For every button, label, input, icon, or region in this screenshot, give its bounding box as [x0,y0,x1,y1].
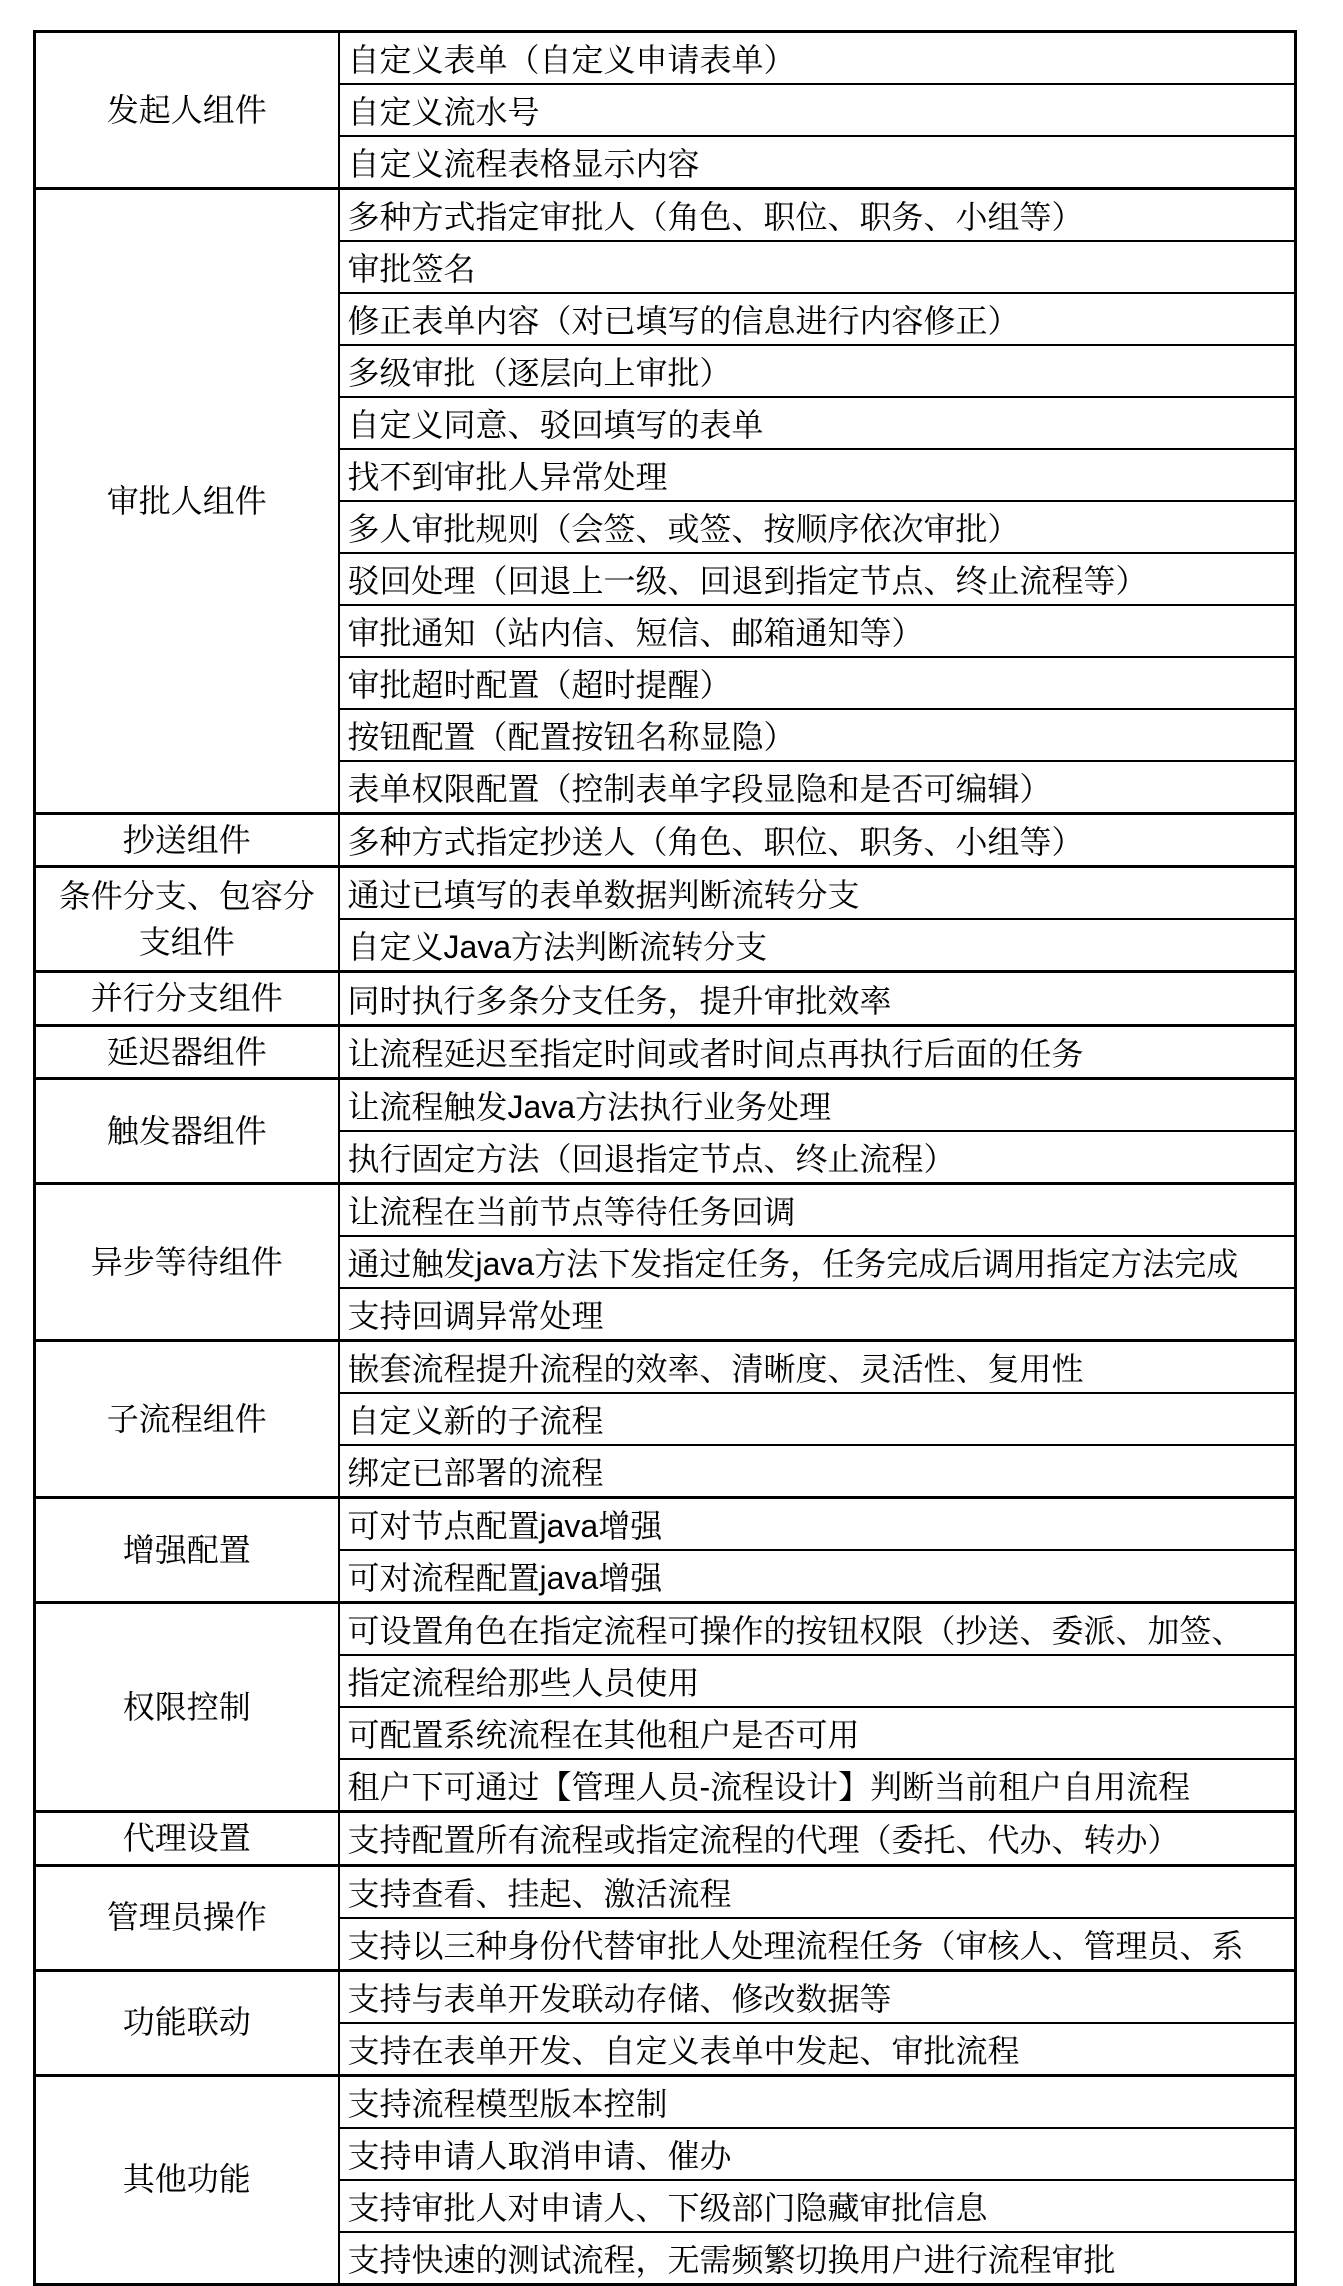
category-cell: 条件分支、包容分支组件 [35,867,339,972]
table-row [35,1865,1296,1918]
workflow-feature-table [33,30,1297,2286]
table-row [35,972,1296,1025]
category-cell: 权限控制 [35,1603,339,1812]
feature-cell: 通过已填写的表单数据判断流转分支 [339,867,1296,920]
table-row [35,32,1296,85]
feature-cell: 让流程延迟至指定时间或者时间点再执行后面的任务 [339,1025,1296,1078]
category-cell: 其他功能 [35,2075,339,2284]
feature-cell: 修正表单内容（对已填写的信息进行内容修正） [339,293,1296,345]
table-row [35,1184,1296,1237]
feature-cell: 多种方式指定审批人（角色、职位、职务、小组等） [339,189,1296,242]
category-cell: 延迟器组件 [35,1025,339,1078]
feature-cell: 同时执行多条分支任务，提升审批效率 [339,972,1296,1025]
table-row [35,1603,1296,1656]
feature-cell: 自定义同意、驳回填写的表单 [339,397,1296,449]
feature-cell: 指定流程给那些人员使用 [339,1655,1296,1707]
feature-cell: 执行固定方法（回退指定节点、终止流程） [339,1131,1296,1184]
table-row [35,189,1296,242]
feature-cell: 自定义流程表格显示内容 [339,136,1296,189]
feature-cell: 可对节点配置java增强 [339,1498,1296,1551]
feature-cell: 支持在表单开发、自定义表单中发起、审批流程 [339,2023,1296,2076]
feature-cell: 支持快速的测试流程，无需频繁切换用户进行流程审批 [339,2232,1296,2285]
feature-cell: 让流程在当前节点等待任务回调 [339,1184,1296,1237]
feature-cell: 可配置系统流程在其他租户是否可用 [339,1707,1296,1759]
table-row [35,1812,1296,1865]
table-row [35,1498,1296,1551]
category-cell: 抄送组件 [35,814,339,867]
feature-cell: 驳回处理（回退上一级、回退到指定节点、终止流程等） [339,553,1296,605]
feature-cell: 审批超时配置（超时提醒） [339,657,1296,709]
feature-cell: 让流程触发Java方法执行业务处理 [339,1079,1296,1132]
category-cell: 管理员操作 [35,1865,339,1970]
feature-cell: 支持流程模型版本控制 [339,2075,1296,2128]
table-row [35,1341,1296,1394]
category-cell: 代理设置 [35,1812,339,1865]
feature-cell: 自定义表单（自定义申请表单） [339,32,1296,85]
feature-cell: 支持与表单开发联动存储、修改数据等 [339,1970,1296,2023]
feature-cell: 支持回调异常处理 [339,1288,1296,1341]
category-cell: 异步等待组件 [35,1184,339,1341]
feature-cell: 审批签名 [339,241,1296,293]
feature-cell: 多人审批规则（会签、或签、按顺序依次审批） [339,501,1296,553]
table-row [35,1025,1296,1078]
table-row [35,2075,1296,2128]
feature-cell: 可设置角色在指定流程可操作的按钮权限（抄送、委派、加签、 [339,1603,1296,1656]
category-cell: 功能联动 [35,1970,339,2075]
category-cell: 发起人组件 [35,32,339,189]
feature-cell: 找不到审批人异常处理 [339,449,1296,501]
category-cell: 子流程组件 [35,1341,339,1498]
feature-cell: 按钮配置（配置按钮名称显隐） [339,709,1296,761]
feature-cell: 绑定已部署的流程 [339,1445,1296,1498]
feature-cell: 支持审批人对申请人、下级部门隐藏审批信息 [339,2180,1296,2232]
feature-cell: 可对流程配置java增强 [339,1550,1296,1603]
category-cell: 增强配置 [35,1498,339,1603]
table-row [35,1079,1296,1132]
category-cell: 审批人组件 [35,189,339,814]
feature-cell: 表单权限配置（控制表单字段显隐和是否可编辑） [339,761,1296,814]
category-cell: 触发器组件 [35,1079,339,1184]
feature-cell: 支持查看、挂起、激活流程 [339,1865,1296,1918]
feature-cell: 通过触发java方法下发指定任务，任务完成后调用指定方法完成 [339,1236,1296,1288]
feature-cell: 自定义流水号 [339,84,1296,136]
feature-cell: 支持配置所有流程或指定流程的代理（委托、代办、转办） [339,1812,1296,1865]
table-row [35,867,1296,920]
feature-cell: 租户下可通过【管理人员-流程设计】判断当前租户自用流程 [339,1759,1296,1812]
feature-cell: 自定义Java方法判断流转分支 [339,919,1296,972]
feature-cell: 自定义新的子流程 [339,1393,1296,1445]
feature-cell: 支持申请人取消申请、催办 [339,2128,1296,2180]
table-row [35,1970,1296,2023]
feature-cell: 多种方式指定抄送人（角色、职位、职务、小组等） [339,814,1296,867]
feature-cell: 支持以三种身份代替审批人处理流程任务（审核人、管理员、系 [339,1918,1296,1971]
feature-cell: 多级审批（逐层向上审批） [339,345,1296,397]
table-body [35,32,1296,2285]
category-cell: 并行分支组件 [35,972,339,1025]
table-row [35,814,1296,867]
feature-cell: 审批通知（站内信、短信、邮箱通知等） [339,605,1296,657]
feature-cell: 嵌套流程提升流程的效率、清晰度、灵活性、复用性 [339,1341,1296,1394]
